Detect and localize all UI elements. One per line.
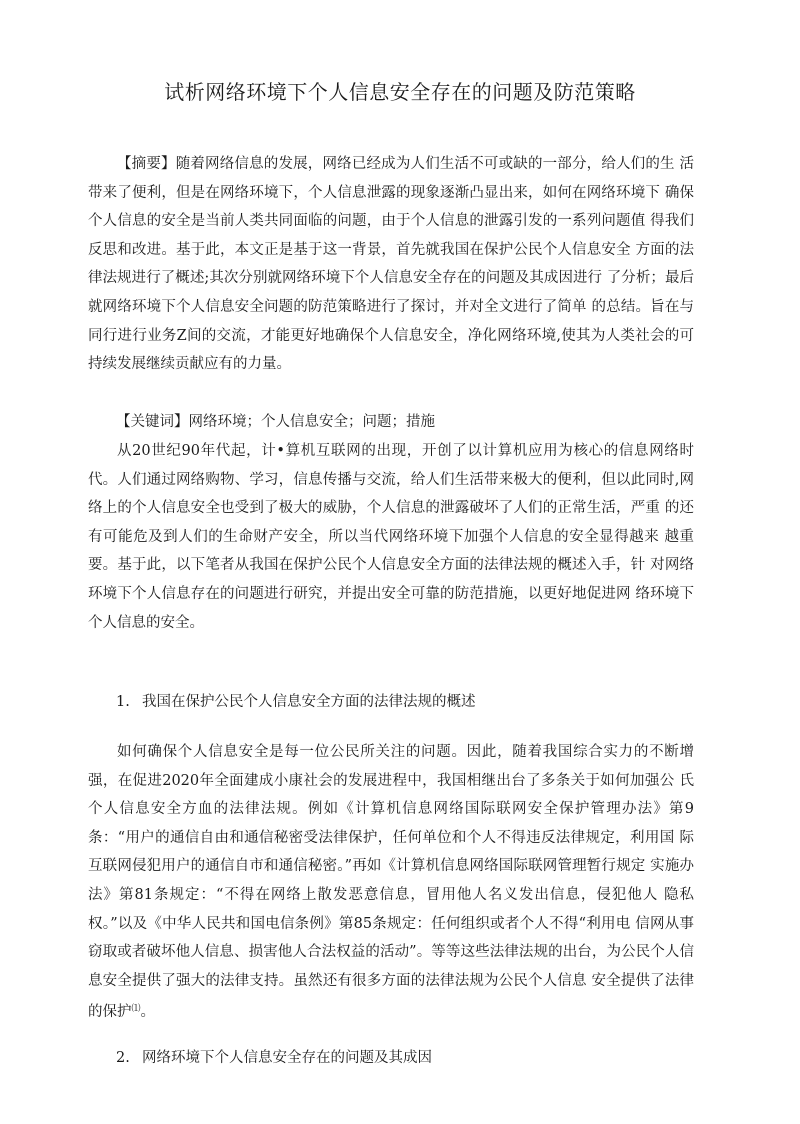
section-2-heading	[116, 1046, 432, 1067]
citation-ref: ⑴	[131, 1004, 141, 1015]
section-1-number: 1.	[116, 694, 130, 710]
section-1-end: 。	[140, 1004, 156, 1021]
keywords-line: 【关键词】网络环境；个人信息安全；问题；措施	[116, 414, 435, 430]
section-2-number: 2.	[116, 1050, 130, 1066]
section-1-text: 如何确保个人信息安全是每一位公民所关注的问题。因此，随着我国综合实力的不断增 强，在促进2020年全面建成小康社会的发展进程中，我国相继出台了多条关于如何加强公 氏个人信息安全方血的法律法规。例如《计算机信息网络国际联网安全保护管理办法》第9条：“用户的通信自由和通信秘密受法律保护，任何单位和个人不得违反法律规定，利用国 际互联网侵犯用户的通信自市和通信秘密。”再如《计算机信息网络国际联网管理暂行规定 实施办法》第81条规定：“不得在网络上散发恶意信息，冒用他人名义发出信息，侵犯他人 隐私权。”以及《中华人民共和国电信条例》第85条规定：任何组织或者个人不得“利用电 信网从事窃取或者破坏他人信息、损害他人合法权益的活动”。等等这些法律法规的出台，为公民个人信息安全提供了强大的法律支持。虽然还有很多方面的法律法规为公民个人信息 安全提供了法律的保护	[88, 744, 694, 1021]
section-1-title: 我国在保护公民个人信息安全方面的法律法规的概述	[142, 694, 476, 710]
section-2-title: 网络环境下个人信息安全存在的问题及其成因	[142, 1050, 432, 1066]
intro-paragraph: 从20世纪90年代起，计•算机互联网的出现，开创了以计算机应用为核心的信息网络时 代。人们通过网络购物、学习，信息传播与交流，给人们生活带来极大的便利，但以此同时,网络上的个人信息安全也受到了极大的威胁，个人信息的泄露破坏了人们的正常生活，严重 的还有可能危及到人们的生命财产安全，所以当代网络环境下加强个人信息的安全显得越来 越重要。基于此，以下笔者从我国在保护公民个人信息安全方面的法律法规的概述入手，针 对网络环境下个人信息存在的问题进行研究，并提出安全可靠的防范措施，以更好地促进网 络环境下个人信息的安全。	[88, 443, 694, 631]
paper-title: 试析网络环境下个人信息安全存在的问题及防范策略	[164, 80, 636, 104]
section-1-body	[88, 738, 694, 1027]
section-1-heading	[116, 690, 476, 711]
abstract-paragraph: 【摘要】随着网络信息的发展，网络已经成为人们生活不可或缺的一部分，给人们的生 活带来了便利，但是在网络环境下，个人信息泄露的现象逐渐凸显出来，如何在网络环境下 确保个人信息的安全是当前人类共同面临的问题，由于个人信息的泄露引发的一系列问题值 得我们反思和改进。基于此，本文正是基于这一背景，首先就我国在保护公民个人信息安全 方面的法律法规进行了概述;其次分别就网络环境下个人信息安全存在的问题及其成因进行 了分析；最后就网络环境下个人信息安全问题的防范策略进行了探讨，并对全文进行了简单 的总结。旨在与同行进行业务Z间的交流，才能更好地确保个人信息安全，净化网络环境,使其为人类社会的可持续发展继续贡献应有的力量。	[88, 156, 694, 373]
